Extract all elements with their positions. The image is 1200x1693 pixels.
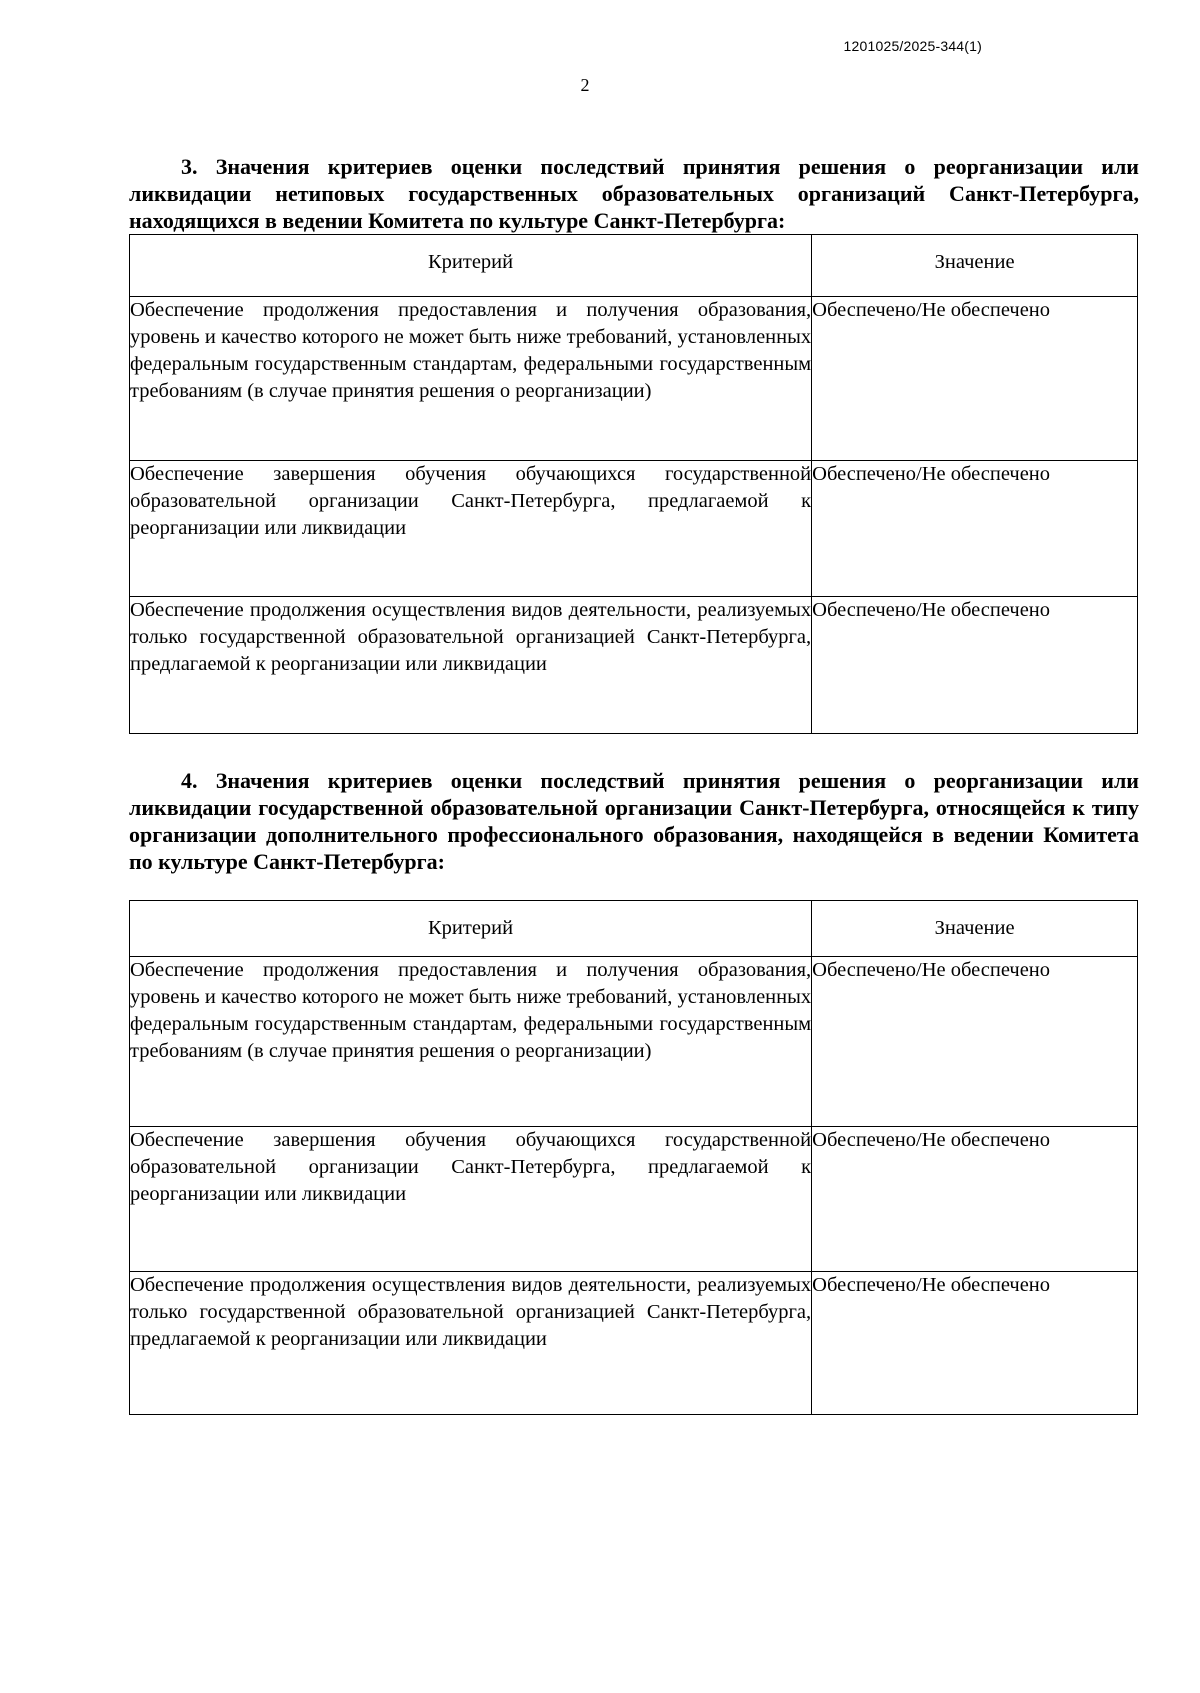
value-cell: Обеспечено/Не обеспечено	[812, 461, 1138, 597]
value-cell: Обеспечено/Не обеспечено	[812, 297, 1138, 461]
criterion-column-header: Критерий	[130, 235, 812, 297]
section-4-heading: 4. Значения критериев оценки последствий принятия решения о реорганизации или ликвидации государственной образовательной организации Санкт-Петербурга, относящейся к типу организации дополнительного профессионального образования, находящейся в ведении Комитета по культуре Санкт-Петербурга:	[129, 768, 1139, 874]
table-row	[130, 1127, 1138, 1272]
table-row	[130, 597, 1138, 734]
section-3-criteria-table	[129, 234, 1138, 734]
criterion-cell: Обеспечение продолжения осуществления видов деятельности, реализуемых только государственной образовательной организацией Санкт-Петербурга, предлагаемой к реорганизации или ликвидации	[130, 1272, 812, 1415]
value-cell: Обеспечено/Не обеспечено	[812, 1272, 1138, 1415]
value-cell: Обеспечено/Не обеспечено	[812, 1127, 1138, 1272]
table-row	[130, 1272, 1138, 1415]
criterion-cell: Обеспечение завершения обучения обучающихся государственной образовательной организации Санкт-Петербурга, предлагаемой к реорганизации или ликвидации	[130, 1127, 812, 1272]
criterion-cell: Обеспечение продолжения предоставления и получения образования, уровень и качество которого не может быть ниже требований, установленных федеральным государственным стандартам, федеральными государственным требованиям (в случае принятия решения о реорганизации)	[130, 957, 812, 1127]
table-header-row	[130, 901, 1138, 957]
value-cell: Обеспечено/Не обеспечено	[812, 597, 1138, 734]
document-number: 1201025/2025-344(1)	[843, 38, 982, 54]
page-number: 2	[580, 75, 590, 95]
table-row	[130, 957, 1138, 1127]
section-4-criteria-table	[129, 900, 1138, 1415]
table-row	[130, 297, 1138, 461]
criterion-cell: Обеспечение продолжения предоставления и получения образования, уровень и качество которого не может быть ниже требований, установленных федеральным государственным стандартам, федеральными государственным требованиям (в случае принятия решения о реорганизации)	[130, 297, 812, 461]
value-column-header: Значение	[812, 901, 1138, 957]
criterion-column-header: Критерий	[130, 901, 812, 957]
criterion-cell: Обеспечение завершения обучения обучающихся государственной образовательной организации Санкт-Петербурга, предлагаемой к реорганизации или ликвидации	[130, 461, 812, 597]
value-column-header: Значение	[812, 235, 1138, 297]
criterion-cell: Обеспечение продолжения осуществления видов деятельности, реализуемых только государственной образовательной организацией Санкт-Петербурга, предлагаемой к реорганизации или ликвидации	[130, 597, 812, 734]
value-cell: Обеспечено/Не обеспечено	[812, 957, 1138, 1127]
table-header-row	[130, 235, 1138, 297]
section-3-heading: 3. Значения критериев оценки последствий принятия решения о реорганизации или ликвидации нетиповых государственных образовательных организаций Санкт-Петербурга, находящихся в ведении Комитета по культуре Санкт-Петербурга:	[129, 154, 1139, 233]
table-row	[130, 461, 1138, 597]
